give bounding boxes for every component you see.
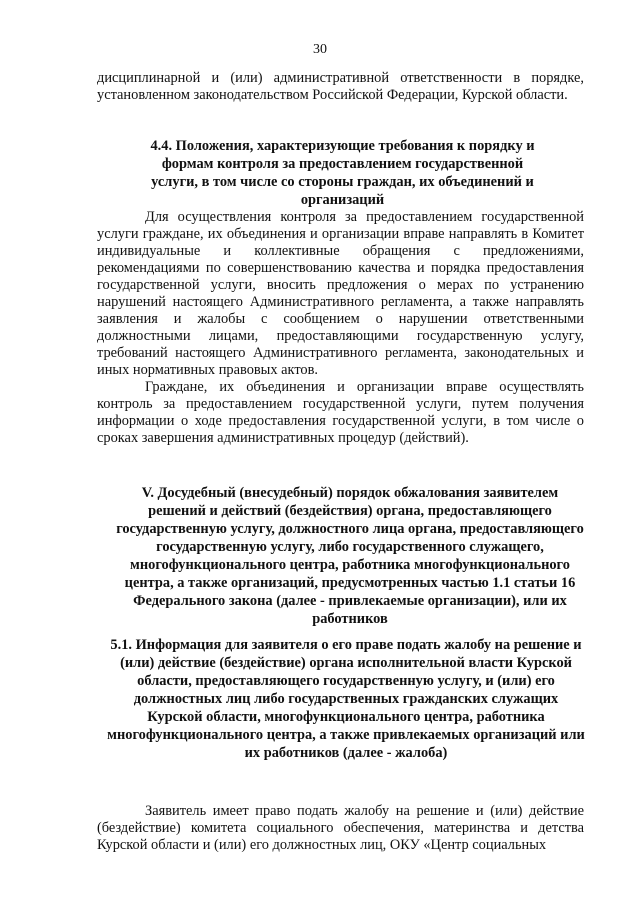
section-v-heading: V. Досудебный (внесудебный) порядок обжалования заявителем решений и действий (бездействия) органа, предоставляющего государственную услугу, должностного лица органа, предоставляющего государственную услугу, либо государственного служащего, многофункционального центра, работника многофункционального центра, а также организаций, предусмотренных частью 1.1 статьи 16 Федерального закона (далее - привлекаемые организации), или их работников bbox=[116, 485, 584, 627]
section-4-4-paragraph-1: Для осуществления контроля за предоставлением государственной услуги граждане, их объединения и организации вправе направлять в Комитет индивидуальные и коллективные обращения с предложениями, рекомендациями по совершенствованию качества и порядка предоставления государственной услуги, вносить предложения о мерах по устранению нарушений настоящего Административного регламента, а также направлять заявления и жалобы с сообщением о нарушении ответственными должностными лицами, предоставляющими государственную услугу, требований настоящего Административного регламента, законодательных и иных нормативных правовых актов. bbox=[97, 209, 584, 378]
section-5-1-heading: 5.1. Информация для заявителя о его праве подать жалобу на решение и (или) действие (бездействие) органа исполнительной власти Курской области, предоставляющего государственную услугу, и (или) его должностных лиц либо государственных гражданских служащих Курской области, многофункционального центра, работника многофункционального центра, а также привлекаемых организаций или их работников (далее - жалоба) bbox=[107, 637, 585, 761]
intro-paragraph bbox=[97, 70, 584, 104]
section-4-4-body bbox=[97, 209, 584, 447]
page-number: 30 bbox=[313, 42, 327, 57]
section-4-4-paragraph-2: Граждане, их объединения и организации вправе осуществлять контроль за предоставлением государственной услуги, путем получения информации о ходе предоставления государственной услуги, в том числе о сроках завершения административных процедур (действий). bbox=[97, 379, 584, 446]
section-4-4-heading: 4.4. Положения, характеризующие требования к порядку и формам контроля за предоставлением государственной услуги, в том числе со стороны граждан, их объединений и организаций bbox=[150, 138, 535, 208]
section-5-1-body bbox=[97, 803, 584, 854]
section-5-1-paragraph: Заявитель имеет право подать жалобу на решение и (или) действие (бездействие) комитета социального обеспечения, материнства и детства Курской области и (или) его должностных лиц, ОКУ «Центр социальных bbox=[97, 803, 584, 853]
intro-paragraph-text: дисциплинарной и (или) административной ответственности в порядке, установленном законодательством Российской Федерации, Курской области. bbox=[97, 70, 584, 103]
